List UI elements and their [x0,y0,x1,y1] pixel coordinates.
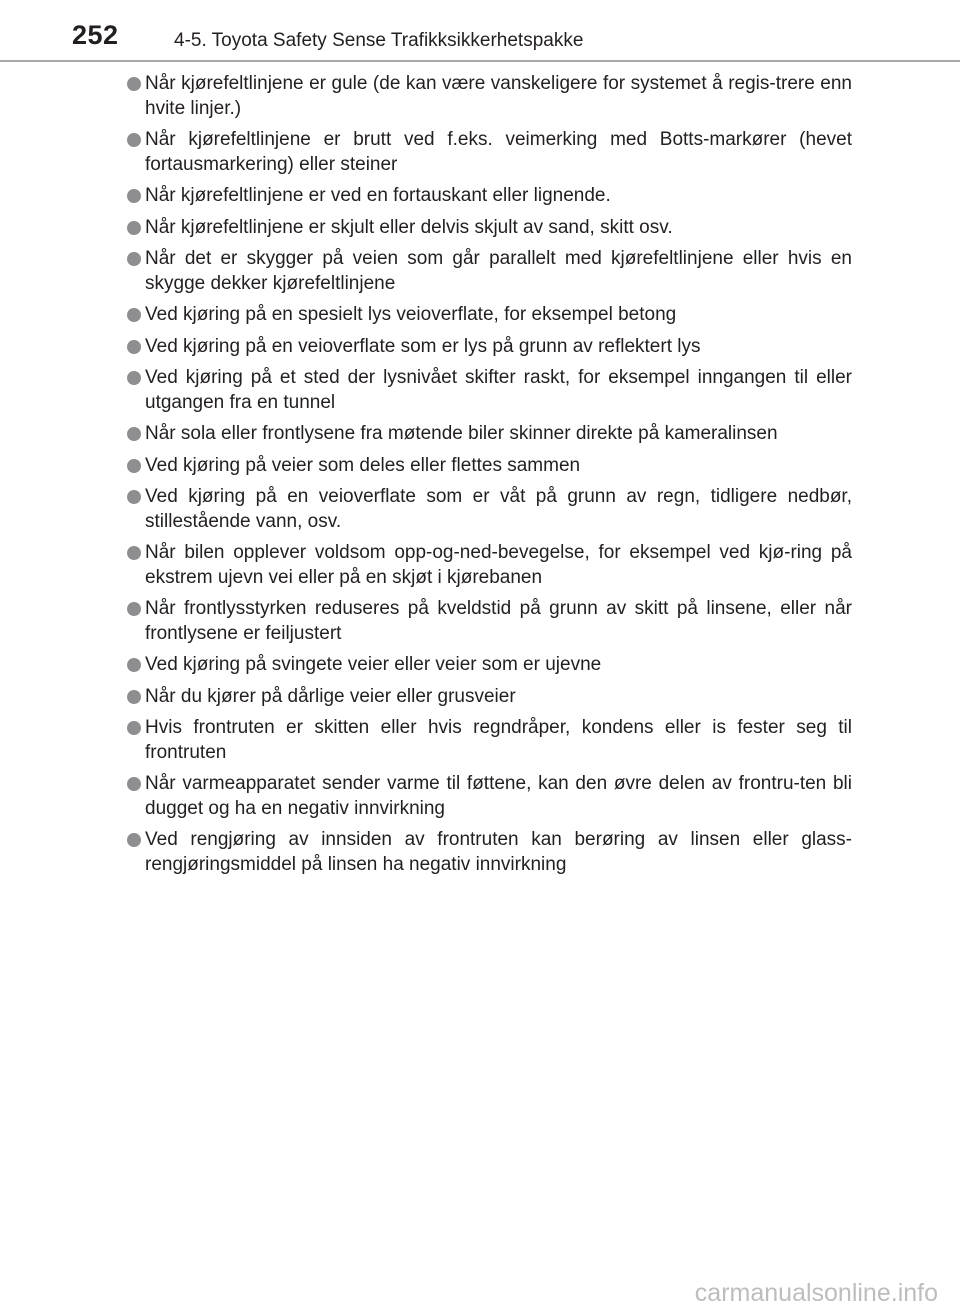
bullet-text: Hvis frontruten er skitten eller hvis regndråper, kondens eller is fester seg til frontruten [145,717,852,763]
bullet-text: Ved kjøring på veier som deles eller flettes sammen [145,454,581,476]
bullet-item [0,422,960,447]
bullet-dot-icon [127,459,141,473]
header-divider [0,60,960,62]
bullet-item [0,653,960,678]
bullet-text: Ved kjøring på en veioverflate som er våt på grunn av regn, tidligere nedbør, stillestående vann, osv. [145,486,852,532]
bullet-dot-icon [127,308,141,322]
bullet-text: Ved kjøring på svingete veier eller veier som er ujevne [145,654,602,675]
bullet-item [0,335,960,360]
bullet-text: Når frontlysstyrken reduseres på kveldstid på grunn av skitt på linsene, eller når frontlysene er feiljustert [145,598,852,644]
bullet-dot-icon [127,77,141,91]
section-title: 4-5. Toyota Safety Sense Trafikksikkerhetspakke [174,30,584,51]
bullet-dot-icon [127,490,141,504]
bullet-dot-icon [127,690,141,704]
watermark: carmanualsonline.info [694,1279,938,1307]
bullet-text: Når kjørefeltlinjene er ved en fortauskant eller lignende. [145,185,611,206]
bullet-item [0,72,960,121]
bullet-item [0,716,960,765]
bullet-dot-icon [127,189,141,203]
bullet-item [0,216,960,241]
bullet-dot-icon [127,658,141,672]
bullet-text: Når sola eller frontlysene fra møtende biler skinner direkte på kameralinsen [145,423,778,444]
bullet-text: Ved kjøring på et sted der lysnivået skifter raskt, for eksempel inngangen til eller utgangen fra en tunnel [145,367,852,413]
bullet-text: Når varmeapparatet sender varme til føttene, kan den øvre delen av frontru-ten bli dugget og ha en negativ innvirkning [145,773,852,819]
bullet-item [0,454,960,479]
bullet-dot-icon [127,602,141,616]
bullet-dot-icon [127,721,141,735]
bullet-dot-icon [127,371,141,385]
bullet-dot-icon [127,427,141,441]
bullet-item [0,366,960,415]
bullet-dot-icon [127,133,141,147]
bullet-item [0,303,960,328]
bullet-text: Ved kjøring på en veioverflate som er lys på grunn av reflektert lys [145,335,701,357]
bullet-item [0,597,960,646]
bullet-text: Ved rengjøring av innsiden av frontruten kan berøring av linsen eller glass-rengjøringsmiddel på linsen ha negativ innvirkning [145,829,852,875]
bullet-text: Når kjørefeltlinjene er brutt ved f.eks. veimerking med Botts-markører (hevet fortausmarkering) eller steiner [145,129,852,175]
bullet-dot-icon [127,221,141,235]
bullet-item [0,541,960,590]
page-number: 252 [72,20,119,50]
bullet-item [0,128,960,177]
condition-bullet-list [0,72,960,884]
bullet-dot-icon [127,340,141,354]
bullet-dot-icon [127,777,141,791]
bullet-dot-icon [127,252,141,266]
bullet-dot-icon [127,546,141,560]
bullet-text: Ved kjøring på en spesielt lys veioverflate, for eksempel betong [145,304,677,325]
bullet-item [0,828,960,877]
bullet-dot-icon [127,833,141,847]
bullet-item [0,184,960,209]
bullet-text: Når bilen opplever voldsom opp-og-ned-bevegelse, for eksempel ved kjø-ring på ekstrem ujevn vei eller på en skjøt i kjørebanen [145,542,852,588]
bullet-item [0,685,960,710]
bullet-text: Når kjørefeltlinjene er gule (de kan være vanskeligere for systemet å regis-trere enn hvite linjer.) [145,73,852,119]
bullet-text: Når kjørefeltlinjene er skjult eller delvis skjult av sand, skitt osv. [145,216,673,238]
bullet-item [0,772,960,821]
bullet-item [0,485,960,534]
page-header [0,0,960,51]
bullet-item [0,247,960,296]
bullet-text: Når det er skygger på veien som går parallelt med kjørefeltlinjene eller hvis en skygge dekker kjørefeltlinjene [145,248,852,294]
bullet-text: Når du kjører på dårlige veier eller grusveier [145,685,516,707]
